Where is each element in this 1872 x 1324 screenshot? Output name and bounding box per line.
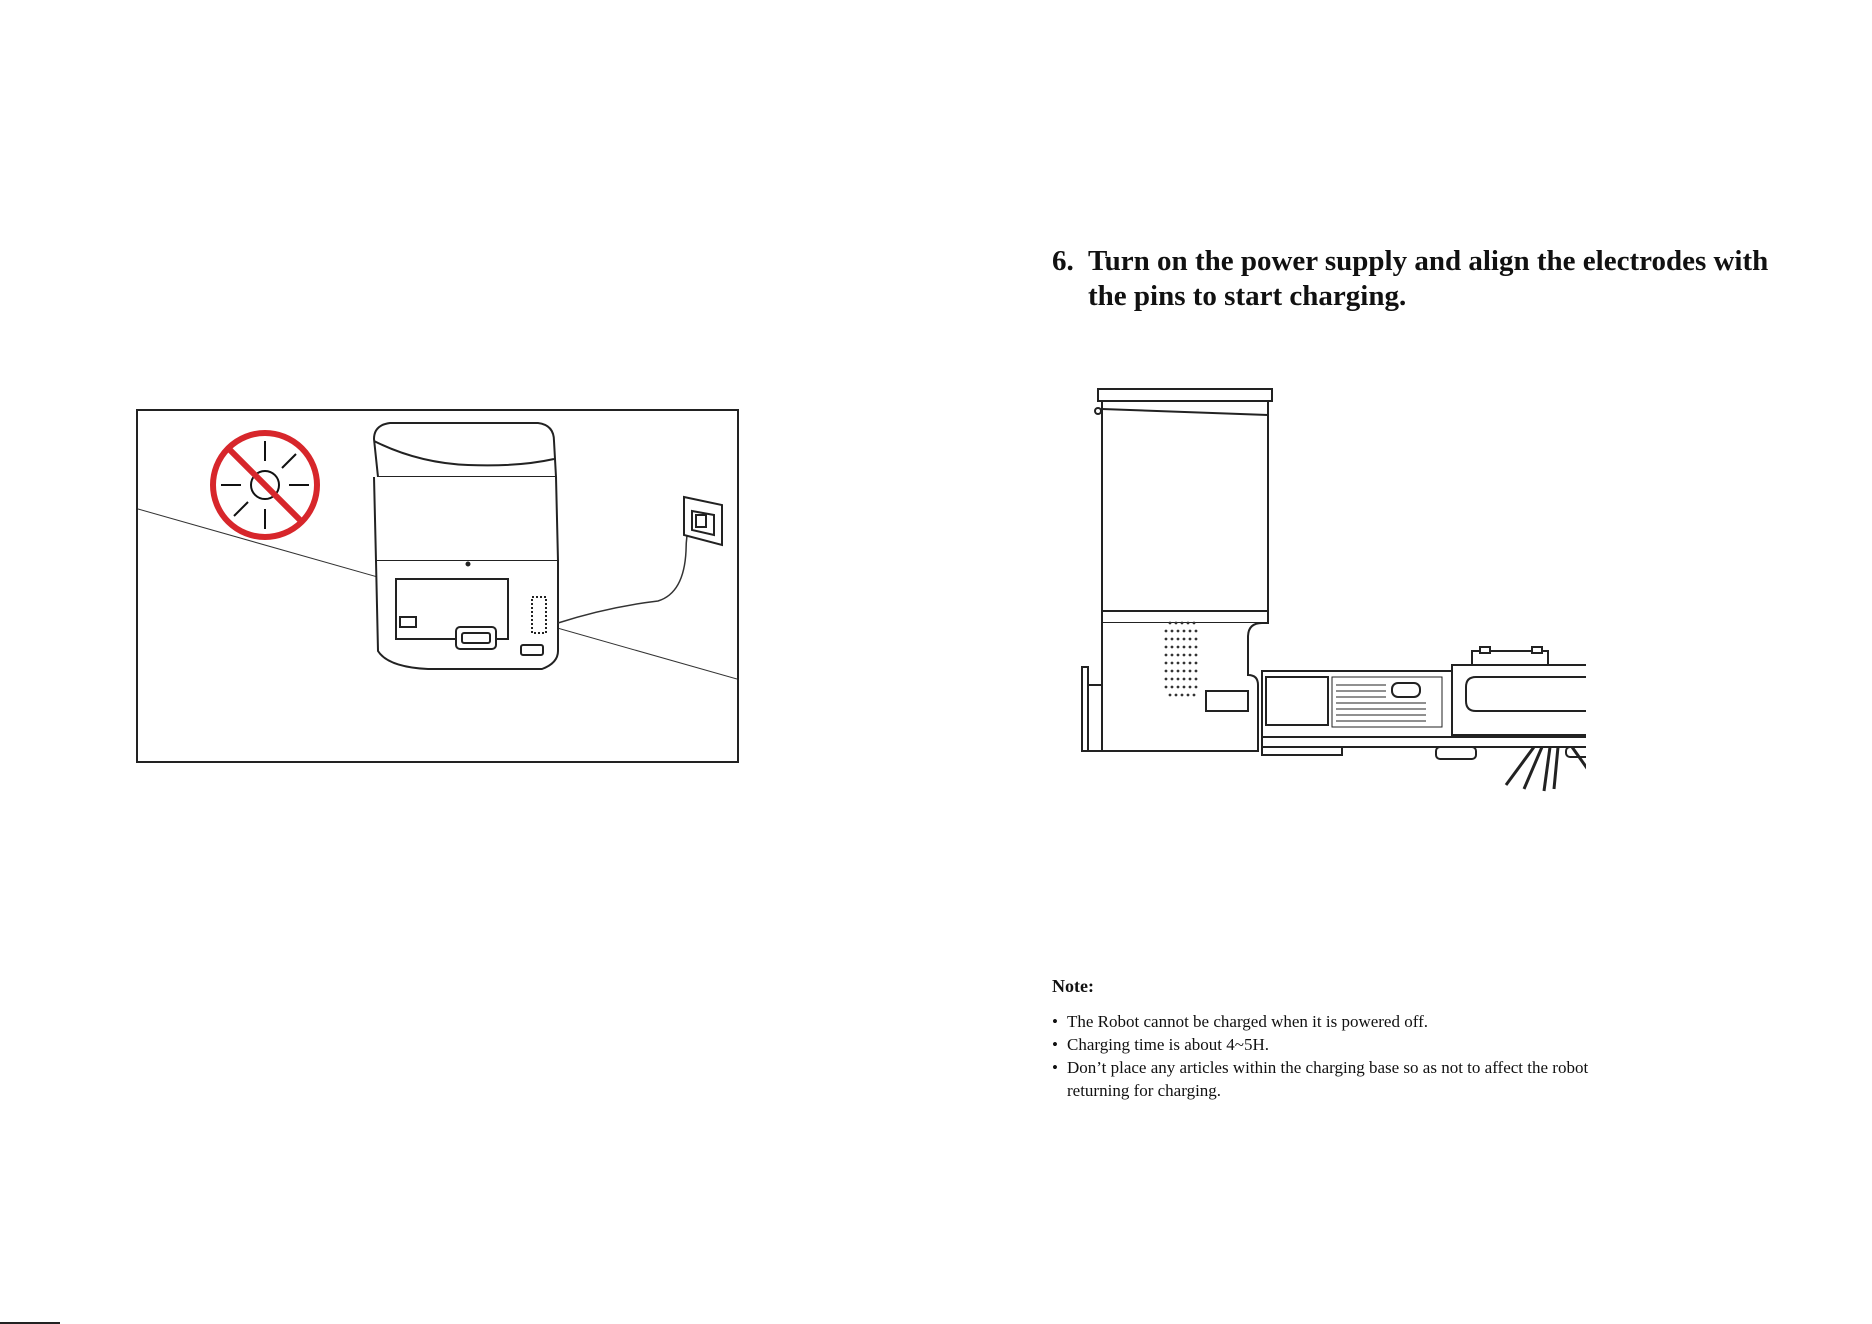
note-item: • Charging time is about 4~5H. [1052, 1033, 1612, 1056]
wall-outlet-icon [684, 497, 722, 545]
power-cord [558, 521, 690, 623]
note-list [1052, 1010, 1612, 1102]
charging-base-illustration [374, 423, 558, 669]
right-page [936, 0, 1872, 1324]
step-heading [1052, 244, 1792, 314]
robot-side-view [1262, 647, 1586, 759]
step-number: 6. [1052, 245, 1074, 277]
no-sunlight-icon [213, 433, 317, 537]
note-item: • The Robot cannot be charged when it is powered off. [1052, 1010, 1612, 1033]
charging-base-side-view [1082, 389, 1272, 751]
note-title: Note: [1052, 976, 1094, 996]
note-item: • Don’t place any articles within the charging base so as not to affect the robot returning for charging. [1052, 1056, 1612, 1102]
placement-illustration [136, 409, 739, 763]
step-text: Turn on the power supply and align the electrodes with the pins to start charging. [1088, 245, 1769, 312]
docking-illustration [1066, 385, 1586, 810]
